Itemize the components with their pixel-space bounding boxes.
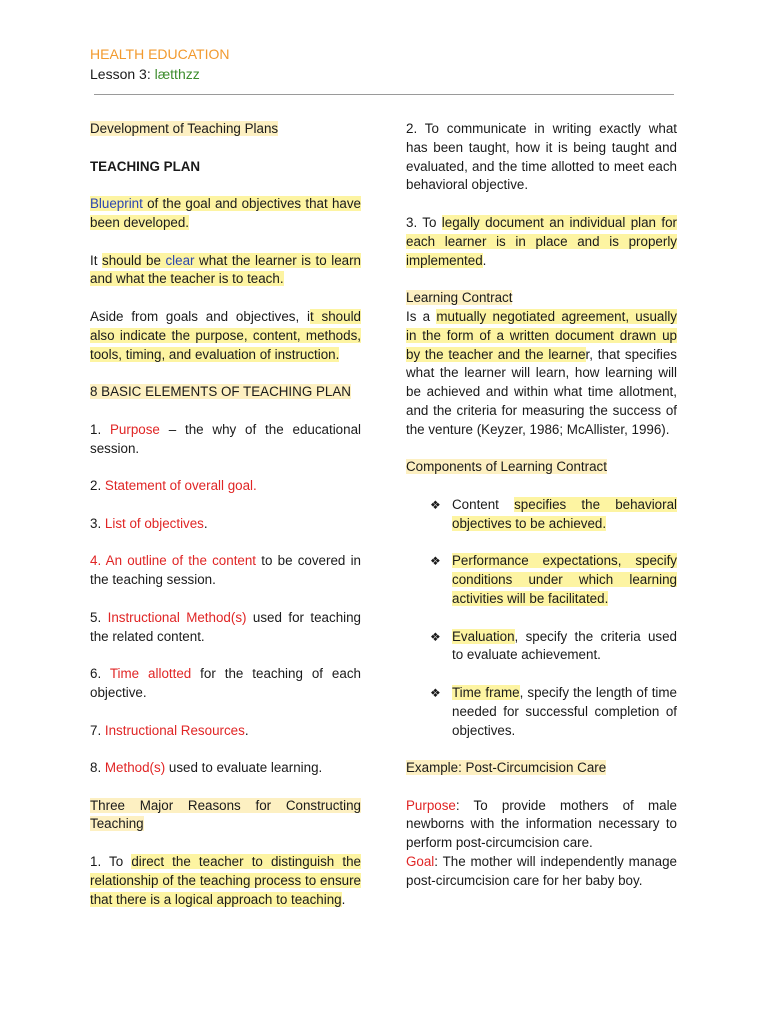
reason-1-c: . [341,891,346,907]
element-6-rest: for the teaching of each objective. [90,666,361,700]
element-5-key: Instructional Method(s) [107,609,247,625]
element-6-num: 6. [90,666,110,682]
contract-title-para [406,289,677,308]
reason-3-c: . [482,252,487,268]
element-6-key: Time allotted [109,666,192,682]
element-5-rest: used for teaching the related content. [90,609,362,644]
element-8 [90,759,361,778]
contract-b: mutually negotiated agreement, usually in the form of a written document drawn up by the teacher and the learne [406,308,677,362]
reason-2: 2. To communicate in writing exactly what has been taught, how it is being taught and evaluated, and the time allotted to meet each behavioral objective. [406,121,677,193]
contract-title: Learning Contract [406,290,513,306]
element-8-num: 8. [90,760,105,776]
list-item [430,552,677,608]
element-3-rest: . [203,515,208,531]
reason-3-a: 3. To [406,214,442,230]
contract-para [406,308,677,440]
lesson-code: lætthzz [154,66,200,82]
aside-text-a: Aside from goals and objectives, i [90,308,310,324]
aside-text-b: t should also indicate the purpose, content, methods, tools, timing, and evaluation of instruction. [90,308,361,362]
reason-1-a: 1. To [90,854,132,870]
clear-term: clear [165,252,195,268]
diamond-bullet-icon: ❖ [430,497,441,512]
plan-heading: TEACHING PLAN [90,158,201,174]
reason-1 [90,853,361,909]
element-7-num: 7. [90,722,105,738]
diamond-bullet-icon: ❖ [430,685,441,700]
subject-title: HEALTH EDUCATION [90,46,230,62]
element-4 [90,552,361,590]
elements-heading-para [90,383,361,402]
list-item [430,496,677,534]
contract-c: r, that specifies what the learner will learn, how learning will be achieved and within what time allotment, and the criteria for measuring the success of the venture (Keyzer, 1986; McAllister, 1996). [406,346,677,437]
components-list [406,496,677,740]
component-4-a: Time frame [452,684,520,700]
clear-text-a: It [90,252,102,268]
component-4-b: , specify the length of time needed for successful completion of objectives. [452,684,677,738]
element-4-rest: to be covered in the teaching session. [90,553,361,588]
component-3-a: Evaluation [452,628,515,644]
right-column [406,120,677,891]
element-2-num: 2. [90,478,105,494]
left-column [90,120,361,909]
reason-3 [406,214,677,270]
blueprint-term: Blueprint [90,196,143,212]
purpose-para [406,797,677,853]
lesson-line [90,66,200,82]
element-7 [90,722,361,741]
element-3-num: 3. [90,515,105,531]
header-divider [94,94,674,95]
clear-text-b: should be [102,252,166,268]
element-7-key: Instructional Resources [104,722,245,738]
list-item [430,628,677,666]
element-3-key: List of objectives [104,515,204,531]
clear-para [90,252,361,290]
diamond-bullet-icon: ❖ [430,629,441,644]
component-3-b: , specify the criteria used to evaluate achievement. [452,628,677,663]
lesson-label: Lesson 3: [90,66,155,82]
reason-1-b: direct the teacher to distinguish the relationship of the teaching process to ensure that there is a logical approach to teaching [90,854,361,907]
reasons-heading-para [90,797,361,835]
element-8-key: Method(s) [104,760,166,776]
component-1-a: Content [452,496,515,512]
blueprint-para [90,195,361,233]
example-title: Example: Post-Circumcision Care [406,760,607,776]
dev-title: Development of Teaching Plans [90,121,279,136]
goal-key: Goal [406,854,435,870]
element-6 [90,665,361,703]
element-1-key: Purpose [110,421,160,437]
component-2-a: Performance expectations, specify conditions under which learning activities will be facilitated. [452,553,677,606]
blueprint-text: of the goal and objectives that have been developed. [90,196,361,230]
contract-a: Is a [406,308,437,324]
component-1-b: specifies the behavioral objectives to be achieved. [452,496,677,531]
element-1-rest: – the why of the educational session. [90,421,361,456]
aside-para [90,308,361,364]
goal-rest: : The mother will independently manage post-circumcision care for her baby boy. [406,854,677,888]
element-8-rest: used to evaluate learning. [165,760,323,776]
dev-title-para [90,120,361,139]
element-2-key: Statement of overall goal. [104,478,257,494]
element-4-key: 4. An outline of the content [90,553,257,569]
element-7-rest: . [244,722,249,738]
list-item [430,684,677,740]
goal-para [406,853,677,891]
diamond-bullet-icon: ❖ [430,554,441,569]
element-1 [90,421,361,459]
clear-text-d: what the learner is to learn and what the teacher is to teach. [90,252,361,287]
element-1-num: 1. [90,421,110,437]
components-title: Components of Learning Contract [406,459,607,475]
reason-3-b: legally document an individual plan for each learner is in place and is properly implemented [406,214,677,268]
element-3 [90,515,361,534]
element-5 [90,609,361,647]
components-title-para [406,458,677,477]
purpose-key: Purpose [406,797,456,813]
element-5-num: 5. [90,609,108,625]
elements-heading: 8 BASIC ELEMENTS OF TEACHING PLAN [90,384,351,400]
example-title-para [406,759,677,778]
purpose-rest: : To provide mothers of male newborns with the information necessary to perform post-circumcision care. [406,797,677,851]
element-2 [90,477,361,496]
reasons-heading: Three Major Reasons for Constructing Teaching [90,797,361,832]
